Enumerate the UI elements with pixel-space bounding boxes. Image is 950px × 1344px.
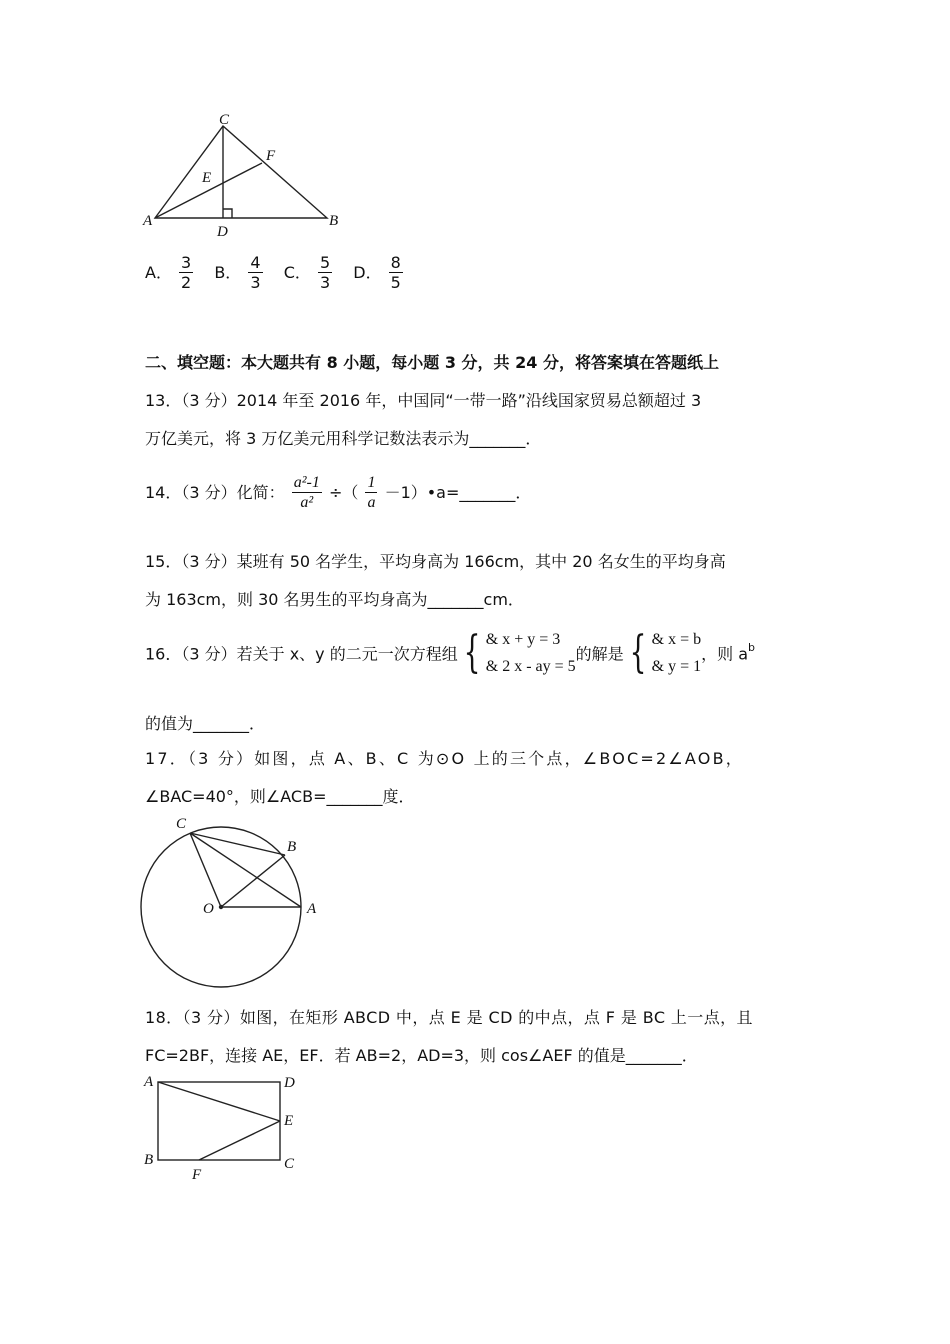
solution-system: & x = b & y = 1	[651, 631, 702, 675]
label-e: E	[202, 170, 212, 186]
q16-line2: 的值为_______．	[145, 714, 266, 733]
label-c: C	[176, 816, 187, 832]
label-e: E	[284, 1113, 294, 1129]
q12-options	[145, 254, 405, 293]
q13-line1: 13．（3 分）2014 年至 2016 年，中国同“一带一路”沿线国家贸易总额超过 3	[145, 391, 702, 410]
label-f: F	[192, 1167, 202, 1183]
q14: 14．（3 分）化简： $\frac{\text{a²-1}}{\text{a²}}$ ÷（ $\frac{1}{a}$ －1）•a=_______．	[145, 474, 532, 511]
q15-line2: 为 163cm，则 30 名男生的平均身高为_______cm．	[145, 590, 524, 609]
triangle-figure	[140, 108, 350, 243]
label-f: F	[266, 148, 276, 164]
option-c[interactable]: C． $\frac{5}{3}$	[283, 253, 331, 292]
q17-line1: 17．（3 分）如图，点 A、B、C 为⊙O 上的三个点，∠BOC=2∠AOB，	[145, 749, 744, 768]
rectangle-abcd	[158, 1082, 280, 1160]
rectangle-figure	[138, 1070, 308, 1185]
label-c: C	[284, 1156, 295, 1172]
right-angle-mark	[223, 209, 232, 218]
segment-ca	[190, 833, 301, 907]
segment-ob	[221, 855, 285, 907]
q17-line2: ∠BAC=40°，则∠ACB=_______度．	[145, 787, 415, 806]
label-a: A	[144, 1074, 154, 1090]
q18-line1: 18．（3 分）如图，在矩形 ABCD 中，点 E 是 CD 的中点，点 F 是 BC 上一点，且	[145, 1008, 753, 1027]
segment-ae	[158, 1082, 280, 1121]
q18-line2: FC=2BF，连接 AE，EF．若 AB=2，AD=3，则 cos∠AEF 的值是_______．	[145, 1046, 698, 1065]
label-d: D	[217, 224, 228, 240]
q13-line2: 万亿美元，将 3 万亿美元用科学记数法表示为_______．	[145, 429, 542, 448]
circle-figure	[135, 812, 330, 992]
left-brace-icon: {	[463, 627, 481, 678]
label-o: O	[203, 901, 214, 917]
option-a[interactable]: A． $\frac{3}{2}$	[145, 253, 192, 292]
center-dot	[219, 905, 223, 909]
label-d: D	[284, 1075, 295, 1091]
left-brace-icon: {	[629, 627, 647, 678]
label-b: B	[287, 839, 297, 855]
section-title: 二、填空题：本大题共有 8 小题，每小题 3 分，共 24 分，将答案填在答题纸上	[145, 353, 719, 372]
option-d[interactable]: D． $\frac{8}{5}$	[353, 253, 401, 292]
label-a: A	[307, 901, 317, 917]
q16-line1: 16．（3 分）若关于 x、y 的二元一次方程组 { & x + y = 3 & 2 x - ay = 5 的解是 { & x = b & y = 1 ，则 $a^b$	[145, 627, 756, 678]
label-b: B	[144, 1152, 154, 1168]
option-b[interactable]: B． $\frac{4}{3}$	[214, 253, 261, 292]
equation-system: & x + y = 3 & 2 x - ay = 5	[485, 631, 576, 675]
q15-line1: 15．（3 分）某班有 50 名学生，平均身高为 166cm，其中 20 名女生的平均身高	[145, 552, 726, 571]
label-a: A	[143, 213, 153, 229]
segment-ef	[199, 1121, 280, 1160]
label-c: C	[219, 112, 230, 128]
label-b: B	[329, 213, 339, 229]
